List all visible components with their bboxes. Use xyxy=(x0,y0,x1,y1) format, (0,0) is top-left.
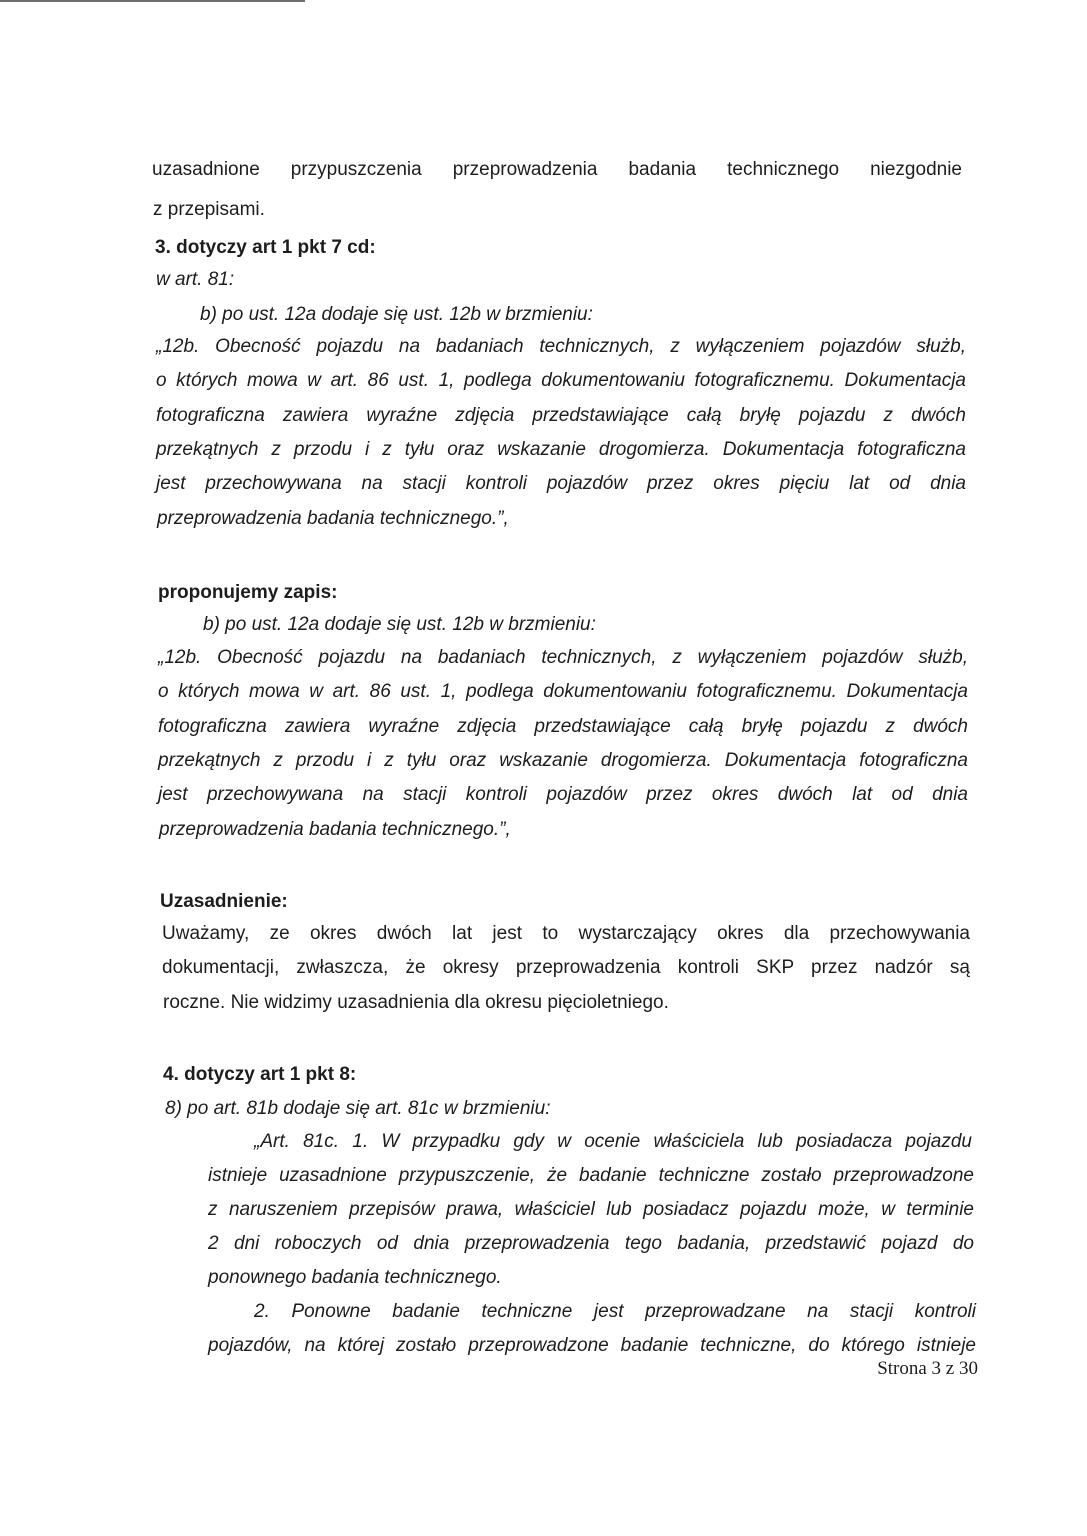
proposed-text-line: przeprowadzenia badania technicznego.”, xyxy=(159,819,511,840)
article-text-line: ponownego badania technicznego. xyxy=(208,1267,502,1288)
amendment-item: 8) po art. 81b dodaje się art. 81c w brzmieniu: xyxy=(165,1098,551,1119)
proposed-text-line: „12b. Obecność pojazdu na badaniach technicznych, z wyłączeniem pojazdów służb, xyxy=(158,647,968,668)
section-heading: 3. dotyczy art 1 pkt 7 cd: xyxy=(155,237,376,258)
section-heading: 4. dotyczy art 1 pkt 8: xyxy=(163,1064,357,1085)
justification-line: dokumentacji, zwłaszcza, że okresy przeprowadzenia kontroli SKP przez nadzór są xyxy=(162,957,970,978)
article-reference: w art. 81: xyxy=(156,269,235,290)
original-text-line: przeprowadzenia badania technicznego.”, xyxy=(157,508,509,529)
justification-heading: Uzasadnienie: xyxy=(160,891,288,912)
article-text-line: 2. Ponowne badanie techniczne jest przeprowadzane na stacji kontroli xyxy=(254,1301,976,1322)
justification-line: roczne. Nie widzimy uzasadnienia dla okresu pięcioletniego. xyxy=(163,992,669,1013)
proposed-text-line: przekątnych z przodu i z tyłu oraz wskazanie drogomierza. Dokumentacja fotograficzna xyxy=(158,750,968,771)
original-text-line: o których mowa w art. 86 ust. 1, podlega dokumentowaniu fotograficznemu. Dokumentacja xyxy=(156,370,966,391)
article-text-line: istnieje uzasadnione przypuszczenie, że badanie techniczne zostało przeprowadzone xyxy=(208,1165,974,1186)
article-text-line: 2 dni roboczych od dnia przeprowadzenia tego badania, przedstawić pojazd do xyxy=(208,1233,974,1254)
original-text-line: przekątnych z przodu i z tyłu oraz wskazanie drogomierza. Dokumentacja fotograficzna xyxy=(156,439,966,460)
proposed-text-line: fotograficzna zawiera wyraźne zdjęcia przedstawiające całą bryłę pojazdu z dwóch xyxy=(158,716,968,737)
page-number: Strona 3 z 30 xyxy=(877,1358,978,1379)
proposed-text-line: o których mowa w art. 86 ust. 1, podlega dokumentowaniu fotograficznemu. Dokumentacja xyxy=(158,681,968,702)
intro-line: uzasadnione przypuszczenia przeprowadzenia badania technicznego niezgodnie xyxy=(152,159,962,180)
intro-line: z przepisami. xyxy=(153,199,265,220)
article-text-line: pojazdów, na której zostało przeprowadzone badanie techniczne, do którego istnieje xyxy=(208,1335,976,1356)
justification-line: Uważamy, ze okres dwóch lat jest to wystarczający okres dla przechowywania xyxy=(162,923,970,944)
proposal-heading: proponujemy zapis: xyxy=(158,582,338,603)
amendment-item: b) po ust. 12a dodaje się ust. 12b w brzmieniu: xyxy=(200,304,593,325)
original-text-line: „12b. Obecność pojazdu na badaniach technicznych, z wyłączeniem pojazdów służb, xyxy=(156,336,966,357)
proposed-text-line: jest przechowywana na stacji kontroli pojazdów przez okres dwóch lat od dnia xyxy=(158,784,968,805)
original-text-line: fotograficzna zawiera wyraźne zdjęcia przedstawiające całą bryłę pojazdu z dwóch xyxy=(156,405,966,426)
article-text-line: „Art. 81c. 1. W przypadku gdy w ocenie właściciela lub posiadacza pojazdu xyxy=(254,1131,972,1152)
original-text-line: jest przechowywana na stacji kontroli pojazdów przez okres pięciu lat od dnia xyxy=(156,473,966,494)
amendment-item: b) po ust. 12a dodaje się ust. 12b w brzmieniu: xyxy=(203,614,596,635)
article-text-line: z naruszeniem przepisów prawa, właściciel lub posiadacz pojazdu może, w terminie xyxy=(208,1199,974,1220)
